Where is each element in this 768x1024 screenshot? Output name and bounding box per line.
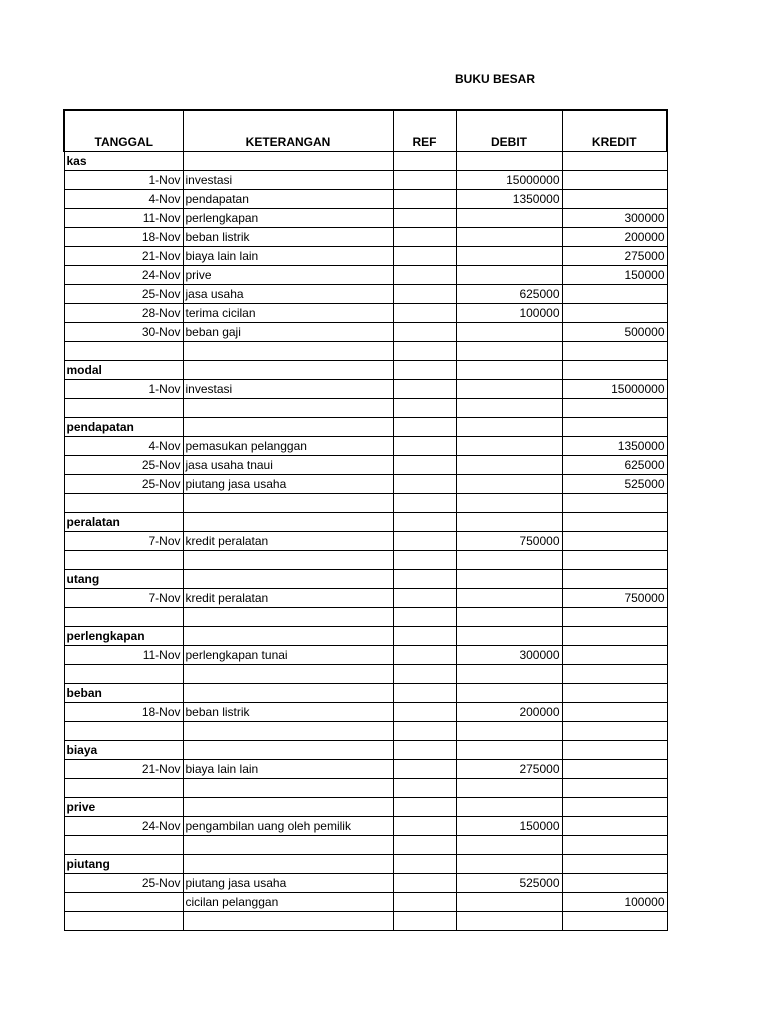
- blank-row: [64, 779, 667, 798]
- cell-date: [64, 893, 183, 912]
- cell-debit: 300000: [456, 646, 562, 665]
- cell-debit: [456, 627, 562, 646]
- cell-desc: beban gaji: [183, 323, 393, 342]
- cell-desc: [183, 855, 393, 874]
- account-name: biaya: [64, 741, 183, 760]
- cell-ref: [393, 342, 456, 361]
- account-name: prive: [64, 798, 183, 817]
- cell-debit: 200000: [456, 703, 562, 722]
- cell-credit: [562, 152, 667, 171]
- cell-date: 24-Nov: [64, 817, 183, 836]
- cell-ref: [393, 247, 456, 266]
- cell-credit: [562, 760, 667, 779]
- cell-credit: [562, 570, 667, 589]
- cell-date: [64, 551, 183, 570]
- cell-debit: [456, 779, 562, 798]
- cell-date: 21-Nov: [64, 760, 183, 779]
- cell-desc: [183, 494, 393, 513]
- cell-debit: 15000000: [456, 171, 562, 190]
- account-name: modal: [64, 361, 183, 380]
- cell-desc: [183, 152, 393, 171]
- table-row: [64, 589, 667, 608]
- cell-ref: [393, 437, 456, 456]
- cell-ref: [393, 171, 456, 190]
- cell-desc: [183, 912, 393, 931]
- cell-ref: [393, 456, 456, 475]
- cell-date: 7-Nov: [64, 589, 183, 608]
- page-title: BUKU BESAR: [455, 72, 536, 86]
- table-row: [64, 228, 667, 247]
- cell-desc: investasi: [183, 171, 393, 190]
- cell-debit: 525000: [456, 874, 562, 893]
- blank-row: [64, 608, 667, 627]
- cell-date: 28-Nov: [64, 304, 183, 323]
- cell-credit: [562, 798, 667, 817]
- account-header-row: [64, 798, 667, 817]
- cell-date: [64, 722, 183, 741]
- cell-credit: 15000000: [562, 380, 667, 399]
- cell-credit: 150000: [562, 266, 667, 285]
- table-row: [64, 380, 667, 399]
- cell-desc: [183, 836, 393, 855]
- cell-date: [64, 836, 183, 855]
- cell-debit: 625000: [456, 285, 562, 304]
- blank-row: [64, 665, 667, 684]
- cell-date: 11-Nov: [64, 646, 183, 665]
- cell-date: [64, 608, 183, 627]
- cell-desc: perlengkapan tunai: [183, 646, 393, 665]
- ledger-table: [63, 109, 668, 931]
- header-debit: DEBIT: [456, 110, 562, 152]
- header-kredit: KREDIT: [562, 110, 667, 152]
- table-row: [64, 760, 667, 779]
- account-name: beban: [64, 684, 183, 703]
- cell-credit: [562, 171, 667, 190]
- cell-ref: [393, 513, 456, 532]
- cell-debit: [456, 589, 562, 608]
- cell-desc: perlengkapan: [183, 209, 393, 228]
- cell-ref: [393, 152, 456, 171]
- cell-debit: [456, 361, 562, 380]
- cell-debit: [456, 570, 562, 589]
- cell-debit: [456, 380, 562, 399]
- blank-row: [64, 399, 667, 418]
- cell-date: [64, 494, 183, 513]
- cell-desc: [183, 665, 393, 684]
- cell-ref: [393, 817, 456, 836]
- cell-debit: 750000: [456, 532, 562, 551]
- cell-desc: kredit peralatan: [183, 532, 393, 551]
- cell-debit: [456, 684, 562, 703]
- table-row: [64, 893, 667, 912]
- cell-desc: pengambilan uang oleh pemilik: [183, 817, 393, 836]
- cell-debit: [456, 152, 562, 171]
- cell-ref: [393, 722, 456, 741]
- account-header-row: [64, 513, 667, 532]
- cell-date: 4-Nov: [64, 437, 183, 456]
- cell-desc: prive: [183, 266, 393, 285]
- cell-date: 18-Nov: [64, 703, 183, 722]
- cell-ref: [393, 570, 456, 589]
- account-header-row: [64, 741, 667, 760]
- cell-debit: [456, 798, 562, 817]
- cell-debit: 1350000: [456, 190, 562, 209]
- cell-desc: [183, 418, 393, 437]
- cell-ref: [393, 874, 456, 893]
- cell-ref: [393, 494, 456, 513]
- table-row: [64, 323, 667, 342]
- blank-row: [64, 836, 667, 855]
- blank-row: [64, 722, 667, 741]
- cell-credit: 1350000: [562, 437, 667, 456]
- table-row: [64, 532, 667, 551]
- cell-debit: [456, 551, 562, 570]
- cell-ref: [393, 209, 456, 228]
- cell-credit: [562, 646, 667, 665]
- cell-ref: [393, 627, 456, 646]
- cell-debit: [456, 912, 562, 931]
- cell-credit: [562, 912, 667, 931]
- table-row: [64, 646, 667, 665]
- cell-date: 25-Nov: [64, 285, 183, 304]
- cell-credit: [562, 361, 667, 380]
- cell-debit: [456, 342, 562, 361]
- cell-desc: kredit peralatan: [183, 589, 393, 608]
- cell-debit: [456, 494, 562, 513]
- header-tanggal: TANGGAL: [64, 110, 183, 152]
- cell-desc: biaya lain lain: [183, 247, 393, 266]
- cell-desc: cicilan pelanggan: [183, 893, 393, 912]
- cell-debit: 100000: [456, 304, 562, 323]
- cell-date: 7-Nov: [64, 532, 183, 551]
- cell-desc: [183, 722, 393, 741]
- blank-row: [64, 342, 667, 361]
- cell-credit: [562, 627, 667, 646]
- table-row: [64, 456, 667, 475]
- cell-debit: [456, 475, 562, 494]
- cell-desc: investasi: [183, 380, 393, 399]
- cell-debit: [456, 893, 562, 912]
- cell-credit: [562, 532, 667, 551]
- account-name: kas: [64, 152, 183, 171]
- cell-credit: 200000: [562, 228, 667, 247]
- ledger-body: [64, 152, 667, 931]
- cell-credit: [562, 874, 667, 893]
- cell-credit: [562, 684, 667, 703]
- cell-desc: [183, 570, 393, 589]
- cell-ref: [393, 855, 456, 874]
- cell-ref: [393, 551, 456, 570]
- cell-desc: jasa usaha tnaui: [183, 456, 393, 475]
- cell-ref: [393, 228, 456, 247]
- cell-desc: [183, 798, 393, 817]
- cell-debit: 275000: [456, 760, 562, 779]
- cell-desc: terima cicilan: [183, 304, 393, 323]
- cell-credit: [562, 665, 667, 684]
- cell-credit: [562, 551, 667, 570]
- cell-debit: [456, 437, 562, 456]
- cell-desc: beban listrik: [183, 703, 393, 722]
- cell-desc: pendapatan: [183, 190, 393, 209]
- cell-date: 1-Nov: [64, 171, 183, 190]
- account-name: perlengkapan: [64, 627, 183, 646]
- cell-ref: [393, 190, 456, 209]
- cell-credit: [562, 190, 667, 209]
- cell-debit: [456, 209, 562, 228]
- cell-credit: [562, 817, 667, 836]
- cell-credit: [562, 285, 667, 304]
- cell-desc: [183, 741, 393, 760]
- header-ref: REF: [393, 110, 456, 152]
- cell-ref: [393, 646, 456, 665]
- cell-debit: 150000: [456, 817, 562, 836]
- cell-credit: [562, 722, 667, 741]
- cell-ref: [393, 760, 456, 779]
- cell-credit: 625000: [562, 456, 667, 475]
- blank-row: [64, 494, 667, 513]
- cell-ref: [393, 665, 456, 684]
- cell-debit: [456, 722, 562, 741]
- cell-credit: [562, 608, 667, 627]
- cell-debit: [456, 741, 562, 760]
- table-row: [64, 817, 667, 836]
- cell-ref: [393, 266, 456, 285]
- cell-credit: [562, 418, 667, 437]
- blank-row: [64, 551, 667, 570]
- cell-ref: [393, 285, 456, 304]
- account-header-row: [64, 855, 667, 874]
- cell-credit: 100000: [562, 893, 667, 912]
- table-row: [64, 437, 667, 456]
- cell-debit: [456, 456, 562, 475]
- account-name: pendapatan: [64, 418, 183, 437]
- cell-credit: 500000: [562, 323, 667, 342]
- account-name: piutang: [64, 855, 183, 874]
- account-header-row: [64, 627, 667, 646]
- account-name: utang: [64, 570, 183, 589]
- cell-desc: [183, 684, 393, 703]
- cell-desc: [183, 608, 393, 627]
- cell-ref: [393, 380, 456, 399]
- cell-debit: [456, 399, 562, 418]
- cell-date: [64, 399, 183, 418]
- cell-ref: [393, 836, 456, 855]
- cell-ref: [393, 741, 456, 760]
- cell-credit: 275000: [562, 247, 667, 266]
- table-row: [64, 304, 667, 323]
- cell-ref: [393, 304, 456, 323]
- cell-desc: [183, 513, 393, 532]
- cell-date: 4-Nov: [64, 190, 183, 209]
- cell-desc: pemasukan pelanggan: [183, 437, 393, 456]
- cell-ref: [393, 779, 456, 798]
- cell-debit: [456, 228, 562, 247]
- header-row: [64, 110, 667, 152]
- account-header-row: [64, 570, 667, 589]
- cell-ref: [393, 361, 456, 380]
- cell-credit: 525000: [562, 475, 667, 494]
- account-header-row: [64, 152, 667, 171]
- table-row: [64, 703, 667, 722]
- account-header-row: [64, 684, 667, 703]
- cell-debit: [456, 418, 562, 437]
- cell-desc: [183, 551, 393, 570]
- cell-ref: [393, 589, 456, 608]
- table-row: [64, 285, 667, 304]
- cell-credit: [562, 399, 667, 418]
- table-row: [64, 475, 667, 494]
- cell-debit: [456, 247, 562, 266]
- cell-desc: [183, 779, 393, 798]
- account-header-row: [64, 418, 667, 437]
- cell-debit: [456, 608, 562, 627]
- cell-date: 30-Nov: [64, 323, 183, 342]
- cell-debit: [456, 836, 562, 855]
- cell-date: [64, 342, 183, 361]
- cell-desc: [183, 627, 393, 646]
- cell-credit: [562, 513, 667, 532]
- table-row: [64, 171, 667, 190]
- cell-debit: [456, 266, 562, 285]
- cell-ref: [393, 475, 456, 494]
- cell-ref: [393, 703, 456, 722]
- cell-date: [64, 665, 183, 684]
- table-row: [64, 874, 667, 893]
- cell-debit: [456, 513, 562, 532]
- cell-date: 25-Nov: [64, 475, 183, 494]
- cell-desc: [183, 399, 393, 418]
- cell-ref: [393, 893, 456, 912]
- cell-credit: [562, 779, 667, 798]
- account-header-row: [64, 361, 667, 380]
- header-keterangan: KETERANGAN: [183, 110, 393, 152]
- account-name: peralatan: [64, 513, 183, 532]
- cell-desc: beban listrik: [183, 228, 393, 247]
- cell-date: 1-Nov: [64, 380, 183, 399]
- cell-credit: [562, 703, 667, 722]
- cell-date: 21-Nov: [64, 247, 183, 266]
- cell-ref: [393, 399, 456, 418]
- cell-credit: [562, 741, 667, 760]
- cell-date: 18-Nov: [64, 228, 183, 247]
- cell-ref: [393, 608, 456, 627]
- cell-desc: [183, 342, 393, 361]
- table-row: [64, 247, 667, 266]
- cell-ref: [393, 323, 456, 342]
- cell-credit: [562, 304, 667, 323]
- table-row: [64, 190, 667, 209]
- cell-ref: [393, 418, 456, 437]
- cell-date: 11-Nov: [64, 209, 183, 228]
- cell-desc: piutang jasa usaha: [183, 874, 393, 893]
- cell-date: 24-Nov: [64, 266, 183, 285]
- table-row: [64, 266, 667, 285]
- cell-date: 25-Nov: [64, 874, 183, 893]
- cell-desc: piutang jasa usaha: [183, 475, 393, 494]
- cell-desc: jasa usaha: [183, 285, 393, 304]
- cell-credit: [562, 855, 667, 874]
- cell-desc: biaya lain lain: [183, 760, 393, 779]
- blank-row: [64, 912, 667, 931]
- cell-credit: [562, 836, 667, 855]
- cell-credit: [562, 342, 667, 361]
- cell-credit: 300000: [562, 209, 667, 228]
- cell-credit: 750000: [562, 589, 667, 608]
- cell-debit: [456, 323, 562, 342]
- cell-ref: [393, 912, 456, 931]
- cell-ref: [393, 798, 456, 817]
- cell-ref: [393, 532, 456, 551]
- cell-debit: [456, 855, 562, 874]
- cell-ref: [393, 684, 456, 703]
- cell-debit: [456, 665, 562, 684]
- cell-date: 25-Nov: [64, 456, 183, 475]
- cell-credit: [562, 494, 667, 513]
- cell-date: [64, 779, 183, 798]
- cell-date: [64, 912, 183, 931]
- table-row: [64, 209, 667, 228]
- cell-desc: [183, 361, 393, 380]
